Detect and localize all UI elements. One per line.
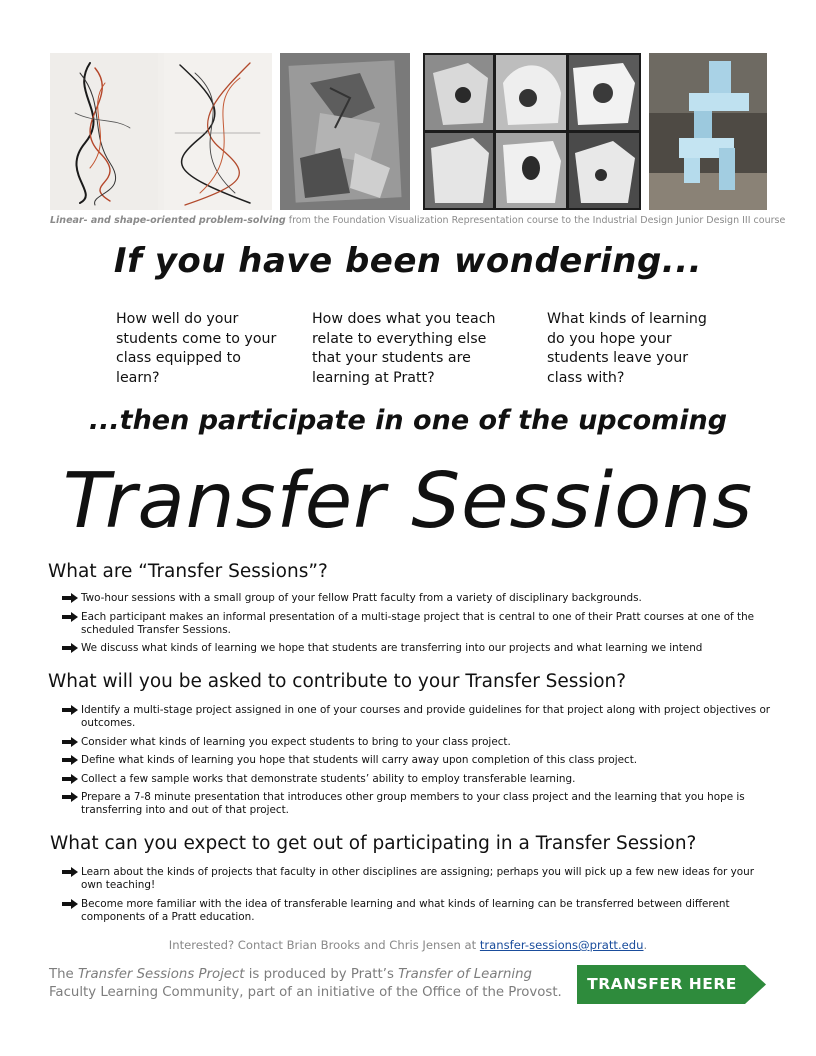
arrow-right-icon: [62, 774, 78, 784]
sketch-photo: [50, 53, 272, 210]
arrow-right-icon: [62, 792, 78, 802]
footer-line2: Faculty Learning Community, part of an initiative of the Office of the Provost.: [49, 985, 562, 1000]
footer-italic1: Transfer Sessions Project: [77, 967, 245, 982]
footer-credit: [49, 966, 569, 1002]
list-item-text: Consider what kinds of learning you expect students to bring to your class project.: [81, 735, 511, 748]
photo-caption: [50, 215, 786, 226]
question-3: What kinds of learning do you hope your students leave your class with?: [547, 311, 707, 386]
caption-lead: Linear- and shape-oriented problem-solving: [50, 215, 286, 226]
arrow-right-icon: [62, 593, 78, 603]
list-item: [62, 736, 772, 749]
footer-part2: is produced by Pratt’s: [244, 967, 399, 982]
arrow-right-icon: [62, 755, 78, 765]
list-item-text: Collect a few sample works that demonstrate students’ ability to employ transferable learning.: [81, 772, 576, 785]
list-item-text: Each participant makes an informal presentation of a multi-stage project that is central to one of their Pratt courses at one of the scheduled Transfer Sessions.: [81, 610, 755, 636]
list-item-text: Two-hour sessions with a small group of your fellow Pratt faculty from a variety of disciplinary backgrounds.: [81, 592, 642, 604]
wondering-heading: If you have been wondering...: [113, 241, 703, 281]
contact-line: [0, 938, 816, 952]
list-item-text: Prepare a 7-8 minute presentation that introduces other group members to your class project and the learning that you hope is transferring into and out of that project.: [81, 791, 745, 816]
section-list-what-are: [62, 592, 772, 661]
list-item: [62, 866, 772, 892]
question-2: How does what you teach relate to everything else that your students are learning at Pratt?: [312, 311, 496, 386]
contact-end: .: [643, 938, 648, 952]
list-item-text: Learn about the kinds of projects that faculty in other disciplines are assigning; perhaps you will pick up a few new ideas for your own teaching!: [81, 866, 754, 891]
arrow-right-icon: [62, 612, 78, 622]
foam-sculpture-photo: [649, 53, 767, 210]
list-item: [62, 611, 772, 637]
list-item-text: Identify a multi-stage project assigned in one of your courses and provide guidelines for that project along with project objectives or outcomes.: [81, 704, 771, 729]
list-item: [62, 773, 772, 786]
transfer-here-badge: [577, 965, 766, 1004]
foam-models-photo: [423, 53, 641, 210]
section-list-expect: [62, 866, 772, 929]
list-item: [62, 791, 772, 817]
page-title: Transfer Sessions: [62, 457, 754, 546]
badge-label: TRANSFER HERE: [587, 975, 737, 993]
footer-part1: The: [49, 967, 78, 982]
list-item-text: Become more familiar with the idea of transferable learning and what kinds of learning can be transferred between different components of a Pratt education.: [81, 897, 730, 923]
section-heading-expect: What can you expect to get out of participating in a Transfer Session?: [50, 833, 697, 854]
section-heading-what-are: What are “Transfer Sessions”?: [48, 561, 328, 582]
arrow-right-icon: [62, 643, 78, 653]
arrow-right-icon: [62, 737, 78, 747]
caption-rest: from the Foundation Visualization Representation course to the Industrial Design Junior Design III course: [285, 215, 786, 226]
section-list-contribute: [62, 704, 772, 823]
list-item: [62, 592, 772, 605]
footer-italic2: Transfer of Learning: [398, 967, 532, 982]
arrow-right-icon: [62, 899, 78, 909]
list-item-text: Define what kinds of learning you hope that students will carry away upon completion of this class project.: [81, 754, 638, 766]
list-item: [62, 898, 772, 924]
contact-text: Interested? Contact Brian Brooks and Chris Jensen at: [168, 938, 480, 952]
list-item-text: We discuss what kinds of learning we hope that students are transferring into our projects and what learning we intend: [81, 642, 703, 654]
question-1: How well do your students come to your class equipped to learn?: [116, 311, 277, 386]
arrow-right-icon: [62, 867, 78, 877]
then-line: ...then participate in one of the upcoming: [88, 405, 728, 436]
list-item: [62, 642, 772, 655]
arrow-right-icon: [62, 705, 78, 715]
section-heading-contribute: What will you be asked to contribute to your Transfer Session?: [48, 671, 627, 692]
list-item: [62, 704, 772, 730]
list-item: [62, 754, 772, 767]
contact-email-link[interactable]: transfer-sessions@pratt.edu: [479, 938, 644, 952]
collage-photo: [280, 53, 410, 210]
